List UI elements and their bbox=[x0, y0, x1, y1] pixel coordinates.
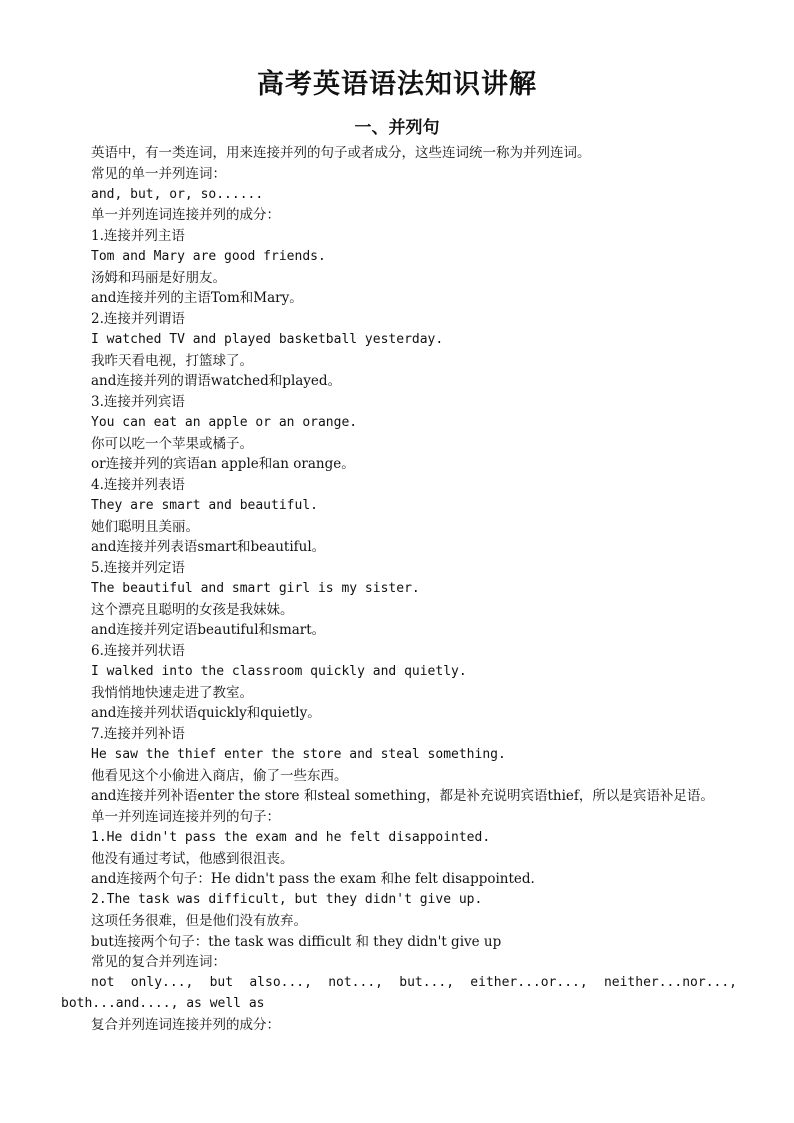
paragraph-line: 4.连接并列表语 bbox=[91, 477, 185, 493]
translation-line: 这个漂亮且聪明的女孩是我妹妹。 bbox=[91, 601, 294, 618]
example-sentence: I walked into the classroom quickly and quietly. bbox=[91, 663, 467, 679]
translation-line: 他看见这个小偷进入商店，偷了一些东西。 bbox=[91, 767, 348, 784]
paragraph-line: 6.连接并列状语 bbox=[91, 643, 185, 659]
example-sentence: The beautiful and smart girl is my sister. bbox=[91, 580, 420, 596]
paragraph-line: 常见的单一并列连词： bbox=[91, 165, 226, 182]
paragraph-line: 3.连接并列宾语 bbox=[91, 394, 185, 410]
paragraph-line: 2.连接并列谓语 bbox=[91, 311, 185, 327]
example-sentence: 1.He didn't pass the exam and he felt disappointed. bbox=[91, 829, 491, 845]
translation-line: 你可以吃一个苹果或橘子。 bbox=[91, 435, 253, 452]
explanation-line: and连接并列的谓语watched和played。 bbox=[91, 373, 342, 390]
paragraph-line: 单一并列连词连接并列的句子： bbox=[91, 809, 280, 825]
paragraph-line: 单一并列连词连接并列的成分： bbox=[91, 207, 280, 224]
example-sentence: Tom and Mary are good friends. bbox=[91, 248, 326, 264]
section-heading: 一、并列句 bbox=[354, 118, 440, 138]
translation-line: 他没有通过考试，他感到很沮丧。 bbox=[91, 850, 294, 867]
paragraph-line: 7.连接并列补语 bbox=[91, 726, 185, 742]
explanation-line: or连接并列的宾语an apple和an orange。 bbox=[91, 456, 355, 473]
paragraph-line: 1.连接并列主语 bbox=[91, 228, 185, 244]
explanation-line: and连接并列状语quickly和quietly。 bbox=[91, 705, 321, 722]
paragraph-line: 英语中，有一类连词，用来连接并列的句子或者成分，这些连词统一称为并列连词。 bbox=[91, 145, 591, 161]
translation-line: 汤姆和玛丽是好朋友。 bbox=[91, 269, 226, 286]
translation-line: 我悄悄地快速走进了教室。 bbox=[91, 684, 253, 701]
translation-line: 她们聪明且美丽。 bbox=[91, 518, 199, 535]
example-sentence: I watched TV and played basketball yesterday. bbox=[91, 331, 444, 347]
explanation-line: and连接并列补语enter the store 和steal something，都是补充说明宾语thief，所以是宾语补足语。 bbox=[91, 788, 714, 805]
example-sentence: He saw the thief enter the store and steal something. bbox=[91, 746, 506, 762]
example-sentence: 2.The task was difficult, but they didn't give up. bbox=[91, 892, 483, 907]
example-sentence: They are smart and beautiful. bbox=[91, 497, 318, 513]
conjunction-list: not only..., but also..., not..., but..., either...or..., neither...nor..., both...and...., as well as bbox=[61, 975, 737, 1011]
paragraph-line: 常见的复合并列连词： bbox=[91, 954, 226, 971]
explanation-line: and连接并列的主语Tom和Mary。 bbox=[91, 290, 303, 307]
explanation-line: and连接并列表语smart和beautiful。 bbox=[91, 539, 326, 556]
example-sentence: You can eat an apple or an orange. bbox=[91, 414, 358, 430]
explanation-line: and连接两个句子：He didn't pass the exam 和he felt disappointed. bbox=[91, 871, 535, 888]
paragraph-line: 复合并列连词连接并列的成分： bbox=[91, 1016, 280, 1033]
translation-line: 我昨天看电视，打篮球了。 bbox=[91, 352, 253, 369]
translation-line: 这项任务很难，但是他们没有放弃。 bbox=[91, 912, 307, 929]
document-body bbox=[61, 143, 737, 1035]
explanation-line: and连接并列定语beautiful和smart。 bbox=[91, 622, 326, 639]
paragraph-line: 5.连接并列定语 bbox=[91, 560, 185, 576]
page-title: 高考英语语法知识讲解 bbox=[257, 69, 537, 100]
explanation-line: but连接两个句子：the task was difficult 和 they didn't give up bbox=[91, 933, 502, 950]
paragraph-line: and, but, or, so...... bbox=[91, 186, 264, 202]
